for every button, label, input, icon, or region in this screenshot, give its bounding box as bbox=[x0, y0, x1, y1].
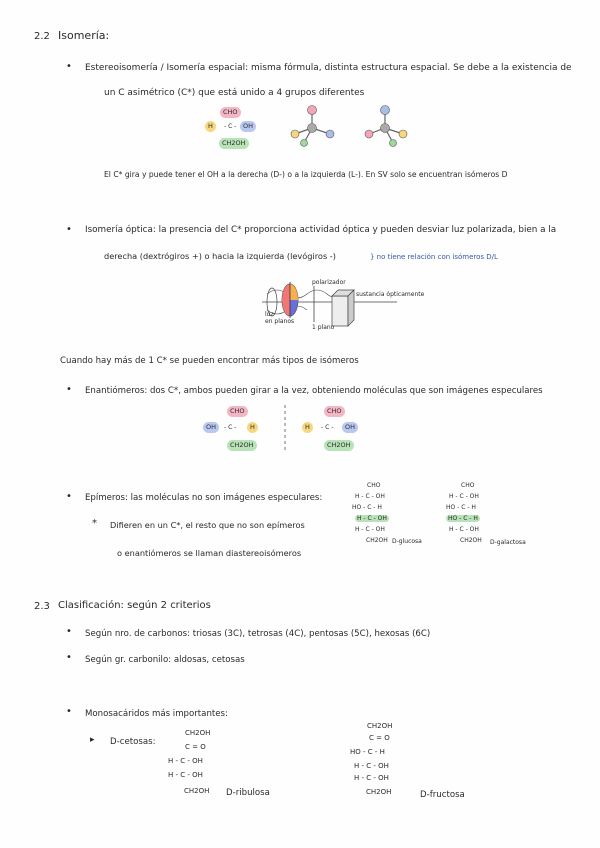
label-polarizer: polarizador bbox=[312, 279, 346, 286]
classification-carbonyl: Según gr. carbonilo: aldosas, cetosas bbox=[85, 655, 245, 665]
h-group: H bbox=[205, 121, 216, 132]
enantiomers-definition: Enantiómeros: dos C*, ambos pueden girar a la vez, obteniendo moléculas que son imágenes especulares bbox=[85, 386, 543, 396]
cho-group: CHO bbox=[227, 406, 248, 417]
section-number: 2.3 bbox=[34, 601, 50, 612]
mirror-line bbox=[284, 405, 286, 451]
label-light: luz bbox=[265, 311, 274, 318]
bullet: • bbox=[66, 491, 72, 502]
epimers-detail-2: o enantiómeros se llaman diastereoisómeros bbox=[117, 548, 302, 558]
glucose-name: D-glucosa bbox=[392, 538, 422, 545]
epimers-definition: Epímeros: las moléculas no son imágenes especulares: bbox=[85, 493, 323, 503]
glucose-row-3: HO - C - H bbox=[352, 504, 382, 511]
more-chiral-carbons: Cuando hay más de 1 C* se pueden encontrar más tipos de isómeros bbox=[60, 356, 359, 366]
fischer-projection bbox=[205, 107, 255, 153]
optical-note: } no tiene relación con isómeros D/L bbox=[370, 253, 498, 261]
ribulose-row-1: CH2OH bbox=[185, 729, 211, 737]
galactose-row-5: H - C - OH bbox=[449, 526, 479, 533]
glucose-row-4: H - C - OH bbox=[357, 515, 387, 522]
epimers-detail-1: Difieren en un C*, el resto que no son epímeros bbox=[110, 520, 305, 530]
h-group: H bbox=[302, 422, 313, 433]
galactose-row-4: HO - C - H bbox=[448, 515, 478, 522]
fructose-name: D-fructosa bbox=[420, 790, 465, 800]
main-monosaccharides: Monosacáridos más importantes: bbox=[85, 709, 228, 719]
label-one-plane: 1 plano bbox=[312, 324, 335, 331]
label-in-planes: en planos bbox=[265, 318, 295, 325]
label-substance: sustancia ópticamente bbox=[356, 291, 425, 298]
galactose-row-6: CH2OH bbox=[460, 537, 482, 544]
bullet: • bbox=[66, 384, 72, 395]
fructose-row-1: CH2OH bbox=[367, 722, 393, 730]
enantiomer-left bbox=[203, 406, 263, 454]
glucose-row-1: CHO bbox=[367, 482, 381, 489]
bullet: • bbox=[66, 61, 72, 72]
ribulose-row-3: H - C - OH bbox=[168, 757, 203, 765]
arrow-marker: ▸ bbox=[90, 735, 95, 745]
oh-group: OH bbox=[240, 121, 256, 132]
fructose-row-4: H - C - OH bbox=[354, 762, 389, 770]
d-l-explanation: El C* gira y puede tener el OH a la derecha (D-) o a la izquierda (L-). En SV solo se encuentran isómeros D bbox=[104, 170, 508, 179]
stereoisomery-line1: Estereoisomería / Isomería espacial: misma fórmula, distinta estructura espacial. Se debe a la existencia de bbox=[85, 63, 572, 73]
galactose-row-3: HO - C - H bbox=[446, 504, 476, 511]
section-title: Isomería: bbox=[58, 29, 110, 42]
glucose-row-2: H - C - OH bbox=[355, 493, 385, 500]
chiral-carbon-dash: - C - bbox=[224, 123, 237, 130]
bullet: • bbox=[66, 652, 72, 663]
cho-group: CHO bbox=[324, 406, 345, 417]
fructose-row-5: H - C - OH bbox=[354, 774, 389, 782]
galactose-row-2: H - C - OH bbox=[449, 493, 479, 500]
molecule-model-2 bbox=[365, 104, 425, 149]
glucose-row-6: CH2OH bbox=[366, 537, 388, 544]
ribulose-row-2: C = O bbox=[185, 743, 206, 751]
chiral-carbon-dash: - C - bbox=[224, 424, 237, 431]
ch2oh-group: CH2OH bbox=[219, 138, 249, 149]
ribulose-name: D-ribulosa bbox=[226, 788, 270, 798]
section-title: Clasificación: según 2 criterios bbox=[58, 600, 211, 611]
molecule-model-1 bbox=[290, 104, 350, 149]
ch2oh-group: CH2OH bbox=[227, 440, 257, 451]
section-number: 2.2 bbox=[34, 31, 50, 42]
galactose-row-1: CHO bbox=[461, 482, 475, 489]
cho-group: CHO bbox=[220, 107, 241, 118]
fructose-row-2: C = O bbox=[369, 734, 390, 742]
bullet: • bbox=[66, 626, 72, 637]
h-group: H bbox=[247, 422, 258, 433]
oh-group: OH bbox=[342, 422, 358, 433]
bullet: • bbox=[66, 706, 72, 717]
galactose-name: D-galactosa bbox=[490, 539, 526, 546]
bullet: • bbox=[66, 224, 72, 235]
star-marker: * bbox=[92, 518, 97, 529]
enantiomer-right bbox=[302, 406, 364, 454]
fructose-row-3: HO - C - H bbox=[350, 748, 385, 756]
fructose-row-6: CH2OH bbox=[366, 788, 392, 796]
optical-isomery-line1: Isomería óptica: la presencia del C* proporciona actividad óptica y pueden desviar luz polarizada, bien a la bbox=[85, 225, 557, 235]
ch2oh-group: CH2OH bbox=[324, 440, 354, 451]
stereoisomery-line2: un C asimétrico (C*) que está unido a 4 grupos diferentes bbox=[104, 88, 365, 98]
ribulose-row-4: H - C - OH bbox=[168, 771, 203, 779]
d-ketoses-label: D-cetosas: bbox=[110, 737, 156, 747]
oh-group: OH bbox=[203, 422, 219, 433]
classification-carbons: Según nro. de carbonos: triosas (3C), tetrosas (4C), pentosas (5C), hexosas (6C) bbox=[85, 629, 431, 639]
ribulose-row-5: CH2OH bbox=[184, 787, 210, 795]
chiral-carbon-dash: - C - bbox=[321, 424, 334, 431]
glucose-row-5: H - C - OH bbox=[355, 526, 385, 533]
optical-isomery-line2: derecha (dextrógiros +) o hacia la izquierda (levógiros -) bbox=[104, 251, 336, 261]
